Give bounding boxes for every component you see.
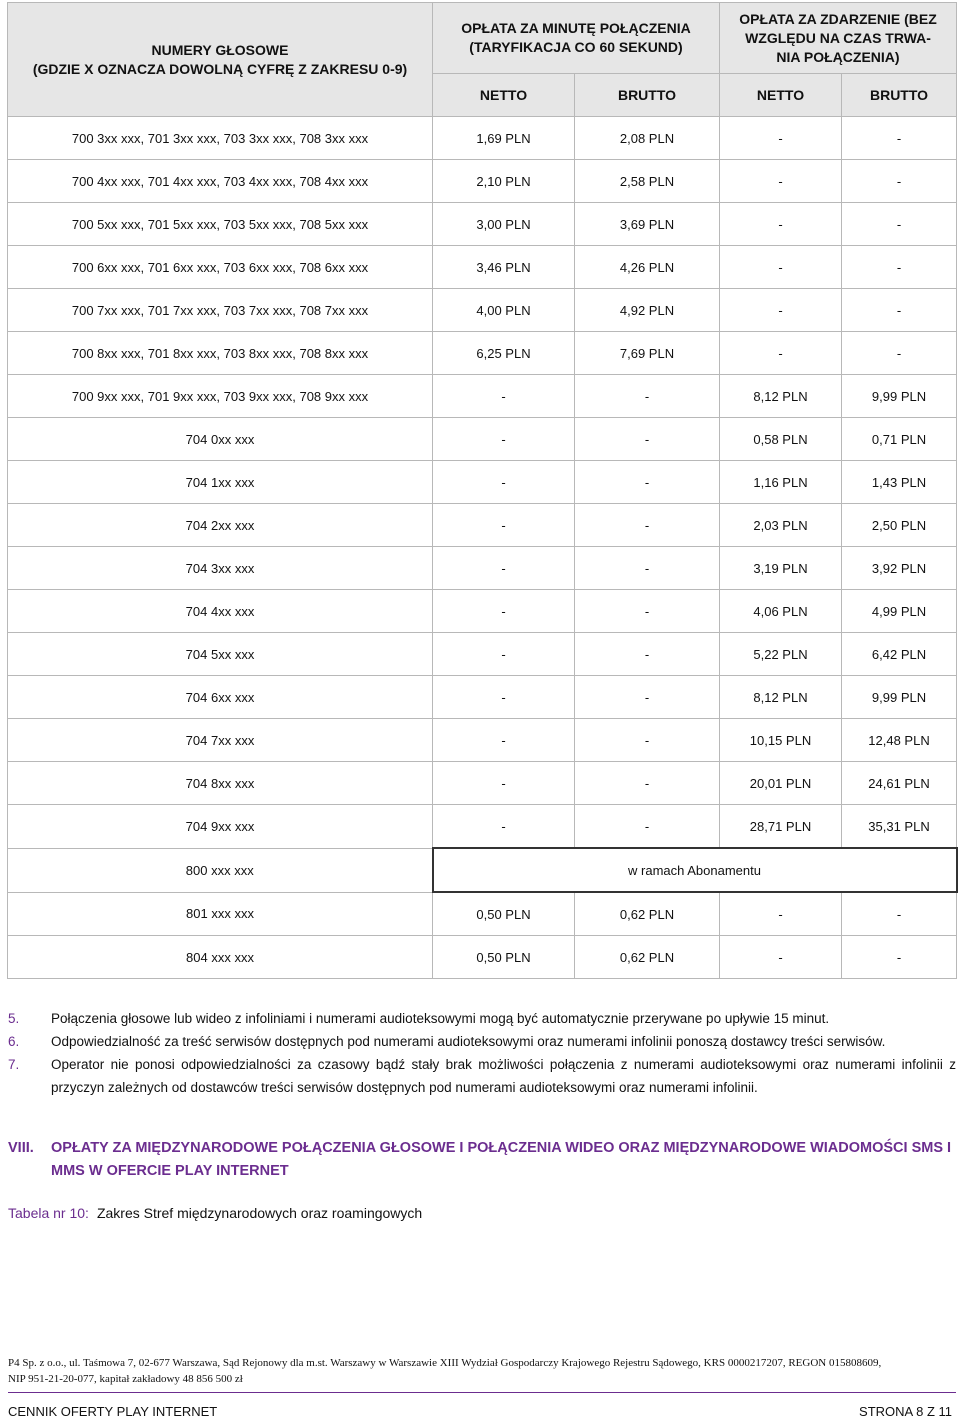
brutto-per-minute-cell: - — [575, 418, 720, 461]
company-info-line: P4 Sp. z o.o., ul. Taśmowa 7, 02-677 Warszawa, Sąd Rejonowy dla m.st. Warszawy w Warszawie XIII Wydział Gospodarczy Krajowego Rejestru Sądowego, KRS 0000217207, REGON 015808609, — [8, 1357, 882, 1369]
number-cell: 700 8xx xxx, 701 8xx xxx, 703 8xx xxx, 708 8xx xxx — [8, 332, 433, 375]
netto-per-event-cell: - — [720, 892, 842, 936]
number-cell: 704 9xx xxx — [8, 805, 433, 849]
brutto-per-event-cell: 2,50 PLN — [842, 504, 957, 547]
table-row — [8, 203, 957, 246]
netto-per-minute-cell: - — [433, 375, 575, 418]
table-row — [8, 504, 957, 547]
netto-per-minute-cell: - — [433, 762, 575, 805]
netto-per-event-cell: - — [720, 289, 842, 332]
number-cell: 700 3xx xxx, 701 3xx xxx, 703 3xx xxx, 708 3xx xxx — [8, 117, 433, 160]
netto-per-event-cell: 0,58 PLN — [720, 418, 842, 461]
table-row — [8, 332, 957, 375]
netto-per-minute-cell: 4,00 PLN — [433, 289, 575, 332]
netto-per-event-cell: - — [720, 246, 842, 289]
netto-per-minute-cell: 2,10 PLN — [433, 160, 575, 203]
brutto-per-event-cell: 12,48 PLN — [842, 719, 957, 762]
caption-label: Tabela nr 10: — [8, 1205, 89, 1221]
caption-text: Zakres Stref międzynarodowych oraz roamingowych — [96, 1205, 423, 1221]
note-item — [8, 1030, 956, 1053]
header-netto: NETTO — [433, 74, 575, 117]
table-row — [8, 418, 957, 461]
netto-per-minute-cell: - — [433, 805, 575, 849]
netto-per-minute-cell: 0,50 PLN — [433, 936, 575, 979]
netto-per-event-cell: - — [720, 332, 842, 375]
footer-document-title: CENNIK OFERTY PLAY INTERNET — [8, 1404, 218, 1419]
netto-per-minute-cell: 1,69 PLN — [433, 117, 575, 160]
footer-page-number: STRONA 8 Z 11 — [859, 1404, 952, 1419]
footer-divider — [8, 1392, 956, 1393]
brutto-per-event-cell: 3,92 PLN — [842, 547, 957, 590]
table-row — [8, 461, 957, 504]
netto-per-event-cell: 20,01 PLN — [720, 762, 842, 805]
brutto-per-minute-cell: 7,69 PLN — [575, 332, 720, 375]
table-row — [8, 848, 957, 892]
netto-per-minute-cell: 3,00 PLN — [433, 203, 575, 246]
netto-per-event-cell: - — [720, 160, 842, 203]
note-text: Operator nie ponosi odpowiedzialności za czasowy bądź stały brak możliwości połączenia z numerami audioteksowymi oraz numerami infolinii z przyczyn zależnych od dostawców treści serwisów dostępnych pod numerami audioteksowymi oraz numerami infolinii. — [51, 1057, 956, 1095]
netto-per-minute-cell: - — [433, 590, 575, 633]
netto-per-event-cell: 10,15 PLN — [720, 719, 842, 762]
netto-per-event-cell: 8,12 PLN — [720, 375, 842, 418]
number-cell: 704 2xx xxx — [8, 504, 433, 547]
brutto-per-event-cell: 1,43 PLN — [842, 461, 957, 504]
table-row — [8, 719, 957, 762]
brutto-per-minute-cell: - — [575, 719, 720, 762]
brutto-per-event-cell: - — [842, 160, 957, 203]
table-row — [8, 633, 957, 676]
netto-per-event-cell: 1,16 PLN — [720, 461, 842, 504]
netto-per-event-cell: - — [720, 203, 842, 246]
number-cell: 700 9xx xxx, 701 9xx xxx, 703 9xx xxx, 708 9xx xxx — [8, 375, 433, 418]
number-cell: 800 xxx xxx — [8, 848, 433, 892]
netto-per-event-cell: 4,06 PLN — [720, 590, 842, 633]
netto-per-minute-cell: 6,25 PLN — [433, 332, 575, 375]
note-text: Odpowiedzialność za treść serwisów dostępnych pod numerami audioteksowymi oraz numerami infolinii ponoszą dostawcy treści serwisów. — [51, 1034, 886, 1049]
note-text: Połączenia głosowe lub wideo z infoliniami i numerami audioteksowymi mogą być automatycznie przerywane po upływie 15 minut. — [51, 1011, 830, 1026]
brutto-per-minute-cell: - — [575, 461, 720, 504]
netto-per-minute-cell: - — [433, 633, 575, 676]
brutto-per-minute-cell: - — [575, 590, 720, 633]
netto-per-event-cell: 2,03 PLN — [720, 504, 842, 547]
brutto-per-minute-cell: - — [575, 762, 720, 805]
brutto-per-minute-cell: 4,26 PLN — [575, 246, 720, 289]
brutto-per-event-cell: - — [842, 246, 957, 289]
brutto-per-event-cell: 9,99 PLN — [842, 676, 957, 719]
number-cell: 704 3xx xxx — [8, 547, 433, 590]
netto-per-minute-cell: - — [433, 504, 575, 547]
netto-per-minute-cell: 0,50 PLN — [433, 892, 575, 936]
brutto-per-event-cell: - — [842, 289, 957, 332]
table-row — [8, 246, 957, 289]
brutto-per-event-cell: 24,61 PLN — [842, 762, 957, 805]
rates-table — [7, 2, 958, 979]
netto-per-minute-cell: - — [433, 676, 575, 719]
table-row — [8, 117, 957, 160]
brutto-per-event-cell: - — [842, 892, 957, 936]
section-number: VIII. — [8, 1140, 34, 1156]
netto-per-minute-cell: - — [433, 418, 575, 461]
netto-per-event-cell: - — [720, 936, 842, 979]
subscription-note-cell: w ramach Abonamentu — [433, 848, 957, 892]
number-cell: 700 4xx xxx, 701 4xx xxx, 703 4xx xxx, 708 4xx xxx — [8, 160, 433, 203]
brutto-per-minute-cell: 2,58 PLN — [575, 160, 720, 203]
netto-per-minute-cell: - — [433, 461, 575, 504]
netto-per-event-cell: 28,71 PLN — [720, 805, 842, 849]
section-heading — [8, 1137, 956, 1183]
table-row — [8, 762, 957, 805]
notes-list — [8, 1007, 956, 1099]
table-row — [8, 676, 957, 719]
header-brutto: BRUTTO — [842, 74, 957, 117]
number-cell: 704 6xx xxx — [8, 676, 433, 719]
brutto-per-minute-cell: 2,08 PLN — [575, 117, 720, 160]
note-number: 6. — [8, 1034, 20, 1049]
company-info — [8, 1355, 956, 1387]
brutto-per-minute-cell: - — [575, 805, 720, 849]
brutto-per-minute-cell: - — [575, 633, 720, 676]
brutto-per-event-cell: 35,31 PLN — [842, 805, 957, 849]
brutto-per-minute-cell: - — [575, 547, 720, 590]
table-row — [8, 590, 957, 633]
brutto-per-event-cell: - — [842, 117, 957, 160]
netto-per-event-cell: 3,19 PLN — [720, 547, 842, 590]
note-item — [8, 1007, 956, 1030]
note-item — [8, 1053, 956, 1099]
header-per-minute-fee: OPŁATA ZA MINUTĘ POŁĄCZENIA (TARYFIKACJA CO 60 SEKUND) — [433, 3, 720, 74]
header-netto: NETTO — [720, 74, 842, 117]
header-brutto: BRUTTO — [575, 74, 720, 117]
table-row — [8, 547, 957, 590]
brutto-per-event-cell: 9,99 PLN — [842, 375, 957, 418]
table-row — [8, 160, 957, 203]
number-cell: 704 8xx xxx — [8, 762, 433, 805]
number-cell: 704 7xx xxx — [8, 719, 433, 762]
brutto-per-minute-cell: 3,69 PLN — [575, 203, 720, 246]
number-cell: 704 0xx xxx — [8, 418, 433, 461]
number-cell: 704 5xx xxx — [8, 633, 433, 676]
table-row — [8, 936, 957, 979]
table-row — [8, 289, 957, 332]
brutto-per-minute-cell: - — [575, 504, 720, 547]
number-cell: 700 6xx xxx, 701 6xx xxx, 703 6xx xxx, 708 6xx xxx — [8, 246, 433, 289]
netto-per-event-cell: - — [720, 117, 842, 160]
table-row — [8, 805, 957, 849]
brutto-per-minute-cell: - — [575, 375, 720, 418]
header-per-event-fee: OPŁATA ZA ZDARZENIE (BEZ WZGLĘDU NA CZAS TRWA- NIA POŁĄCZENIA) — [720, 3, 957, 74]
number-cell: 704 4xx xxx — [8, 590, 433, 633]
brutto-per-event-cell: 4,99 PLN — [842, 590, 957, 633]
brutto-per-minute-cell: 4,92 PLN — [575, 289, 720, 332]
note-number: 7. — [8, 1057, 20, 1072]
netto-per-minute-cell: 3,46 PLN — [433, 246, 575, 289]
brutto-per-event-cell: 0,71 PLN — [842, 418, 957, 461]
note-number: 5. — [8, 1011, 20, 1026]
header-voice-numbers: NUMERY GŁOSOWE (GDZIE X OZNACZA DOWOLNĄ CYFRĘ Z ZAKRESU 0-9) — [8, 3, 433, 117]
brutto-per-minute-cell: - — [575, 676, 720, 719]
netto-per-event-cell: 8,12 PLN — [720, 676, 842, 719]
number-cell: 704 1xx xxx — [8, 461, 433, 504]
brutto-per-event-cell: - — [842, 936, 957, 979]
table-caption — [8, 1205, 422, 1221]
brutto-per-event-cell: 6,42 PLN — [842, 633, 957, 676]
number-cell: 801 xxx xxx — [8, 892, 433, 936]
netto-per-minute-cell: - — [433, 547, 575, 590]
netto-per-event-cell: 5,22 PLN — [720, 633, 842, 676]
brutto-per-event-cell: - — [842, 203, 957, 246]
rates-table-body — [8, 117, 957, 979]
table-row — [8, 375, 957, 418]
brutto-per-minute-cell: 0,62 PLN — [575, 936, 720, 979]
number-cell: 700 5xx xxx, 701 5xx xxx, 703 5xx xxx, 708 5xx xxx — [8, 203, 433, 246]
netto-per-minute-cell: - — [433, 719, 575, 762]
company-info-line: NIP 951-21-20-077, kapitał zakładowy 48 856 500 zł — [8, 1373, 243, 1385]
number-cell: 700 7xx xxx, 701 7xx xxx, 703 7xx xxx, 708 7xx xxx — [8, 289, 433, 332]
number-cell: 804 xxx xxx — [8, 936, 433, 979]
brutto-per-event-cell: - — [842, 332, 957, 375]
section-title: OPŁATY ZA MIĘDZYNARODOWE POŁĄCZENIA GŁOSOWE I POŁĄCZENIA WIDEO ORAZ MIĘDZYNARODOWE WIADOMOŚCI SMS I MMS W OFERCIE PLAY INTERNET — [51, 1140, 952, 1179]
brutto-per-minute-cell: 0,62 PLN — [575, 892, 720, 936]
table-row — [8, 892, 957, 936]
